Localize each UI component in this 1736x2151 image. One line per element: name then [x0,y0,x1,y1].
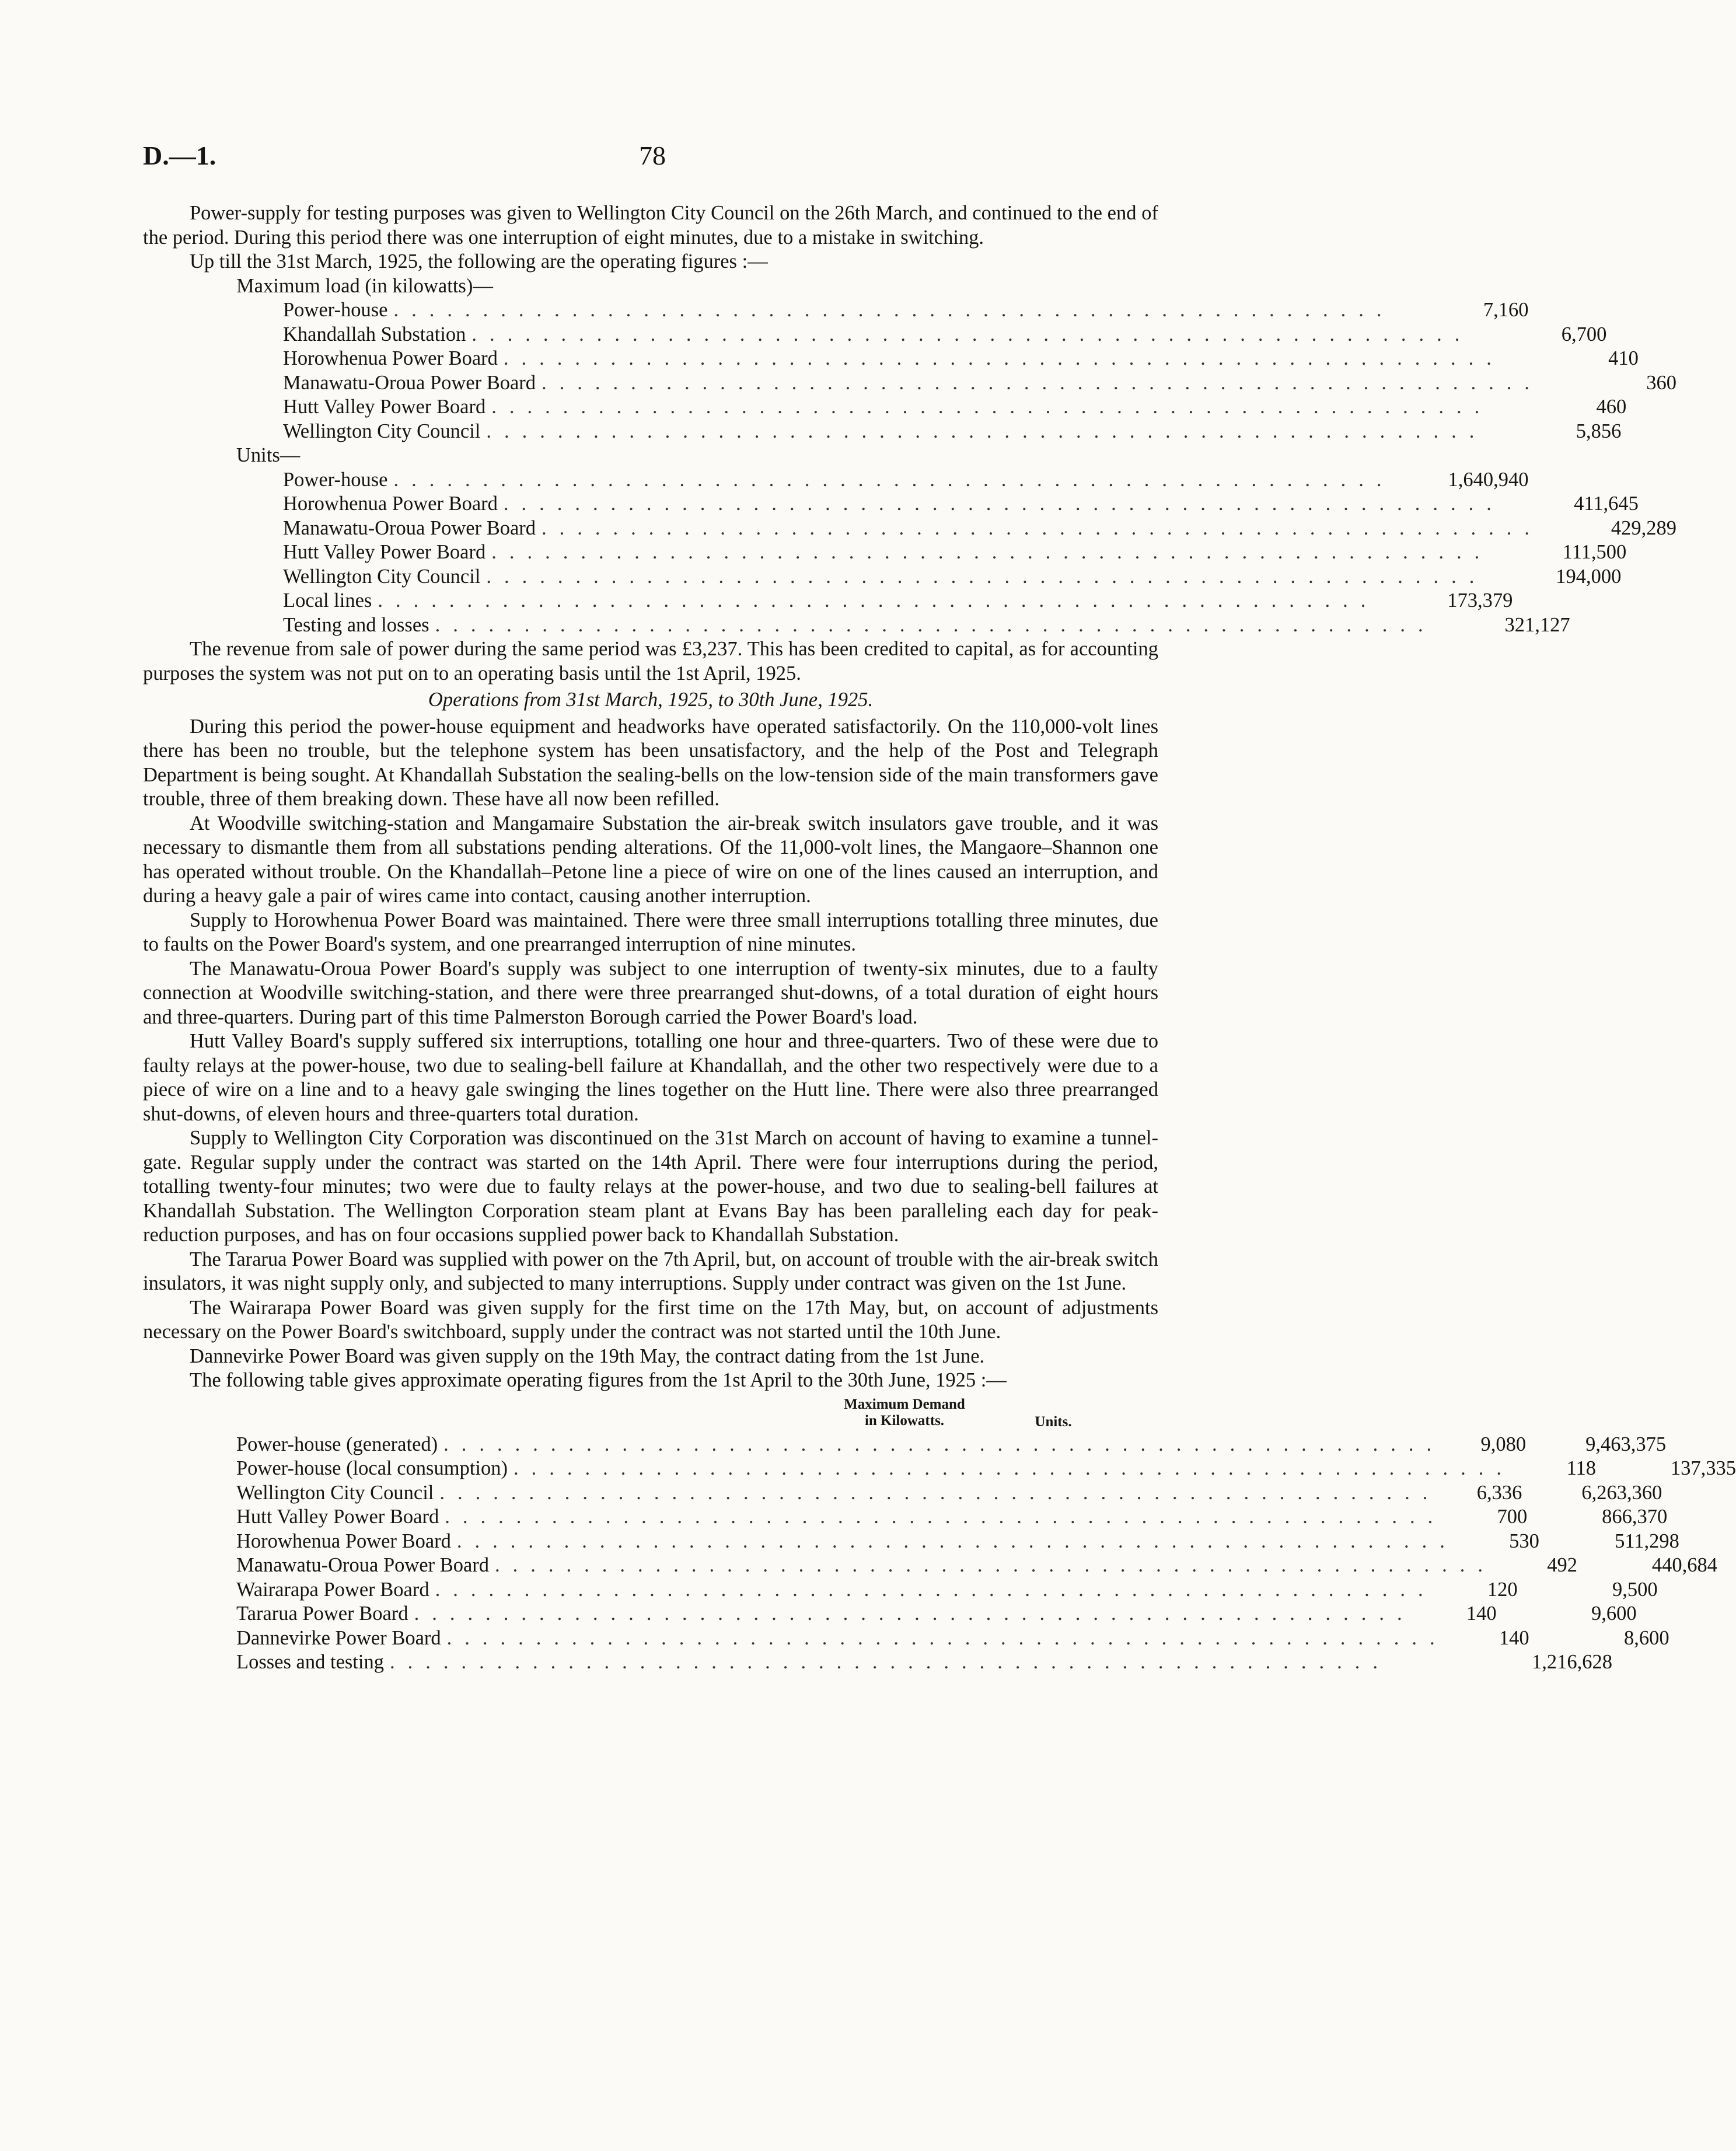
row-units: 137,335 [1670,1457,1736,1479]
operations-heading: Operations from 31st March, 1925, to 30th June, 1925. [428,689,874,711]
leader-dots: ........................................................ [393,299,1395,321]
row-label: Horowhenua Power Board [283,347,498,369]
table-row [236,1433,1667,1457]
table-row [236,395,1627,420]
leader-dots: ........................................................ [456,1530,1458,1552]
row-units: 9,463,375 [1585,1433,1667,1455]
document-code: D.—1. [143,141,216,170]
table-row [236,540,1627,565]
row-label: Testing and losses [283,613,429,636]
row-value: 5,856 [1576,420,1622,442]
row-value: 460 [1596,396,1627,418]
row-value: 6,700 [1561,323,1607,345]
table-row [236,420,1622,444]
leader-dots: ........................................................ [378,589,1379,612]
leader-dots: ........................................................ [542,371,1543,394]
table-row [236,589,1513,613]
col-header-demand: Maximum Demand in Kilowatts. [844,1396,965,1429]
table-row [236,1626,1669,1651]
row-demand: 492 [1547,1554,1578,1576]
row-demand: 140 [1466,1602,1497,1625]
row-label: Hutt Valley Power Board [236,1506,439,1528]
intro-paragraph-2: Up till the 31st March, 1925, the following are the operating figures :— [190,250,768,273]
operations-paragraph-5: Hutt Valley Board's supply suffered six interruptions, totalling one hour and three-quarters. Two of these were due to faulty relays at the power-house, two due to sealing-bell failure at Khandallah, and the other two respectively were due to a piece of wire on a line and to a heavy gale swinging the lines together on the Hutt line. There were also three prearranged shut-downs, of eleven hours and three-quarters total duration. [143,1030,1158,1125]
leader-dots: ........................................................ [542,516,1543,539]
row-label: Hutt Valley Power Board [283,541,486,563]
row-units: 866,370 [1602,1506,1668,1528]
max-load-group [236,298,1677,444]
row-value: 7,160 [1483,299,1529,321]
table-header [236,1396,1112,1430]
max-load-title: Maximum load (in kilowatts)— [236,274,493,297]
units-group [236,468,1677,638]
table-row [236,613,1570,638]
row-label: Hutt Valley Power Board [283,396,486,418]
row-label: Wellington City Council [283,420,481,442]
row-units: 9,600 [1591,1602,1637,1625]
leader-dots: ........................................................ [491,541,1493,563]
table-row [236,298,1529,323]
row-label: Manawatu-Oroua Power Board [283,516,536,539]
row-label: Horowhenua Power Board [236,1530,451,1552]
row-label: Losses and testing [236,1651,384,1673]
row-label: Power-house (generated) [236,1433,438,1455]
leader-dots: ........................................................ [471,323,1473,345]
revenue-paragraph: The revenue from sale of power during the same period was £3,237. This has been credited to capital, as for accounting purposes the system was not put on to an operating basis until the 1st April, 1925. [143,638,1158,685]
table-row [236,1602,1637,1626]
row-label: Local lines [283,589,372,612]
row-label: Wairarapa Power Board [236,1578,429,1601]
leader-dots: ........................................................ [445,1506,1446,1528]
leader-dots: ........................................................ [486,565,1487,588]
table-row [236,347,1639,371]
leader-dots: ........................................................ [495,1554,1496,1576]
row-value: 411,645 [1574,493,1639,515]
row-label: Wellington City Council [283,565,481,588]
row-demand: 118 [1566,1457,1596,1479]
operations-paragraph-3: Supply to Horowhenua Power Board was maintained. There were three small interruptions totalling three minutes, due to faults on the Power Board's system, and one prearranged interruption of nine minutes. [143,909,1158,955]
operations-paragraph-7: The Tararua Power Board was supplied with power on the 7th April, but, on account of trouble with the air-break switch insulators, it was night supply only, and subjected to many interruptions. Supply under contract was given on the 1st June. [143,1248,1158,1294]
row-units: 8,600 [1624,1626,1669,1649]
row-demand: 120 [1487,1578,1518,1601]
row-value: 360 [1646,371,1677,394]
row-value: 173,379 [1447,589,1513,612]
table-row [236,1481,1662,1506]
table-row [236,323,1607,347]
row-demand: 140 [1499,1626,1529,1649]
row-value: 1,640,940 [1448,468,1529,491]
operations-paragraph-9: Dannevirke Power Board was given supply on the 19th May, the contract dating from the 1st June. [190,1345,985,1367]
leader-dots: ........................................................ [414,1602,1415,1625]
row-label: Power-house [283,468,388,491]
operations-paragraph-4: The Manawatu-Oroua Power Board's supply was subject to one interruption of twenty-six minutes, due to a faulty connection at Woodville switching-station, and there were three prearranged shut-downs, of a total duration of eight hours and three-quarters. During part of this time Palmerston Borough carried the Power Board's load. [143,957,1158,1028]
table-row [236,371,1677,396]
row-value: 111,500 [1562,541,1627,563]
leader-dots: ........................................................ [503,347,1504,369]
table-row [236,1578,1658,1602]
row-value: 194,000 [1556,565,1622,588]
row-units: 440,684 [1651,1554,1718,1576]
table-row [236,1505,1668,1530]
table-row [236,1530,1679,1554]
row-label: Horowhenua Power Board [283,493,498,515]
leader-dots: ........................................................ [435,613,1436,636]
operations-paragraph-2: At Woodville switching-station and Mangamaire Substation the air-break switch insulators gave trouble, and it was necessary to dismantle them from all substations pending alterations. Of the 11,000-volt lines, the Mangaore–Shannon one has operated without trouble. On the Khandallah–Petone line a piece of wire on one of the lines caused an interruption, and during a heavy gale a pair of wires came into contact, causing another interruption. [143,812,1158,907]
page-header [143,140,1153,181]
leader-dots: ........................................................ [393,468,1395,491]
intro-paragraph-1: Power-supply for testing purposes was given to Wellington City Council on the 26th March, and continued to the end of the period. During this period there was one interruption of eight minutes, due to a mistake in switching. [143,202,1158,249]
document-body [143,201,1736,1675]
units-title: Units— [236,444,301,466]
row-label: Power-house [283,299,388,321]
row-value: 429,289 [1611,516,1677,539]
row-label: Khandallah Substation [283,323,466,345]
row-label: Manawatu-Oroua Power Board [236,1554,490,1576]
quarterly-operating-table [236,1396,1736,1675]
leader-dots: ........................................................ [513,1457,1514,1479]
row-units: 6,263,360 [1581,1481,1662,1504]
row-units: 9,500 [1612,1578,1658,1601]
row-units: 1,216,628 [1531,1651,1612,1673]
row-label: Manawatu-Oroua Power Board [283,371,536,394]
operations-paragraph-10: The following table gives approximate operating figures from the 1st April to the 30th June, 1925 :— [190,1369,1007,1391]
row-label: Wellington City Council [236,1481,434,1504]
leader-dots: ........................................................ [389,1651,1391,1673]
table-row [236,1650,1612,1675]
leader-dots: ........................................................ [446,1626,1448,1649]
operations-paragraph-1: During this period the power-house equipment and headworks have operated satisfactorily. On the 110,000-volt lines there has been no trouble, but the telephone system has been unsatisfactory, and the help of the Post and Telegraph Department is being sought. At Khandallah Substation the sealing-bells on the low-tension side of the main transformers gave trouble, three of them breaking down. These have all now been refilled. [143,715,1158,810]
row-demand: 6,336 [1476,1481,1522,1504]
row-label: Dannevirke Power Board [236,1626,441,1649]
table-row [236,492,1639,516]
row-value: 410 [1608,347,1639,369]
row-units: 511,298 [1615,1530,1679,1552]
operations-paragraph-8: The Wairarapa Power Board was given supply for the first time on the 17th May, but, on account of adjustments necessary on the Power Board's switchboard, supply under the contract was not started until the 10th June. [143,1296,1158,1343]
leader-dots: ........................................................ [435,1578,1436,1601]
table-row [236,468,1529,493]
leader-dots: ........................................................ [486,420,1487,442]
page-number: 78 [639,141,666,170]
table-row [236,516,1677,541]
table-row [236,565,1622,589]
leader-dots: ........................................................ [439,1481,1441,1504]
row-demand: 700 [1497,1506,1528,1528]
row-demand: 9,080 [1480,1433,1527,1455]
row-demand: 530 [1509,1530,1539,1552]
leader-dots: ........................................................ [491,396,1493,418]
row-value: 321,127 [1504,613,1570,636]
leader-dots: ........................................................ [503,493,1504,515]
table-row [236,1553,1718,1578]
row-label: Tararua Power Board [236,1602,408,1625]
operations-paragraph-6: Supply to Wellington City Corporation was discontinued on the 31st March on account of having to examine a tunnel-gate. Regular supply under the contract was started on the 14th April. There were four interruptions during the period, totalling twenty-four minutes; two were due to faulty relays at the power-house, and two due to sealing-bell failures at Khandallah Substation. The Wellington Corporation steam plant at Evans Bay has been paralleling each day for peak-reduction purposes, and has on four occasions supplied power back to Khandallah Substation. [143,1127,1158,1246]
leader-dots: ........................................................ [443,1433,1445,1455]
row-label: Power-house (local consumption) [236,1457,508,1479]
operating-figures-table [236,274,1677,638]
table-row [236,1457,1736,1481]
col-header-units: Units. [1035,1413,1072,1430]
